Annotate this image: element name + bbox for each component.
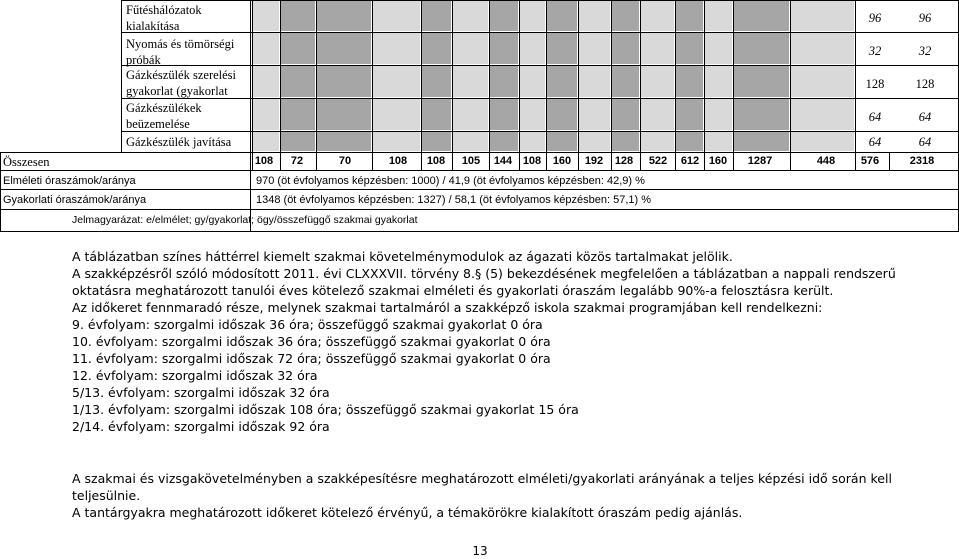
shaded-cell (489, 65, 519, 98)
shaded-cell (790, 98, 855, 131)
module-label-javitas: Gázkészülék javítása (126, 135, 232, 149)
shaded-cell (316, 0, 372, 32)
note-line: 5/13. évfolyam: szorgalmi időszak 32 óra (72, 385, 330, 400)
shaded-cell (519, 0, 546, 32)
table-border (578, 0, 579, 152)
shaded-cell (280, 131, 316, 152)
shaded-cell (611, 131, 640, 152)
shaded-cell (280, 32, 316, 65)
table-border (889, 152, 890, 170)
shaded-cell (546, 32, 578, 65)
closing-block (72, 470, 952, 521)
shaded-cell (733, 0, 790, 32)
theory-ratio-value: 970 (öt évfolyamos képzésben: 1000) / 41,9 (öt évfolyamos képzésben: 42,9) % (256, 175, 645, 187)
table-border (280, 152, 281, 170)
module-label-beuzemeles: Gázkészülékek beüzemelése (126, 101, 202, 131)
shaded-cell (640, 98, 675, 131)
table-border (790, 0, 791, 152)
table-border (0, 152, 959, 153)
table-border (121, 0, 959, 1)
shaded-cell (704, 0, 733, 32)
shaded-cell (452, 0, 489, 32)
note-line: 12. évfolyam: szorgalmi időszak 32 óra (72, 368, 318, 383)
notes-block (72, 248, 952, 435)
shaded-cell (519, 65, 546, 98)
total-value: 105 (461, 155, 481, 167)
shaded-cell (704, 131, 733, 152)
shaded-cell (733, 98, 790, 131)
module-total-1: 96 (868, 11, 882, 25)
shaded-cell (372, 131, 421, 152)
shaded-cell (280, 98, 316, 131)
shaded-cell (704, 32, 733, 65)
total-value: 160 (708, 155, 728, 167)
total-value: 108 (522, 155, 542, 167)
module-label-nyomas: Nyomás és tömörségi próbák (126, 37, 235, 67)
shaded-cell (578, 0, 611, 32)
shaded-cell (790, 32, 855, 65)
shaded-cell (611, 98, 640, 131)
note-line: 9. évfolyam: szorgalmi időszak 36 óra; összefüggő szakmai gyakorlat 0 óra (72, 317, 543, 332)
table-border (546, 0, 547, 152)
shaded-cell (611, 32, 640, 65)
total-value: 144 (493, 155, 513, 167)
module-total-1: 32 (868, 44, 882, 58)
table-border (421, 152, 422, 170)
shaded-cell (372, 98, 421, 131)
shaded-cell (316, 98, 372, 131)
shaded-cell (452, 98, 489, 131)
note-line: A táblázatban színes háttérrel kiemelt szakmai követelménymodulok az ágazati közös tartalmakat jelölik. (72, 249, 733, 264)
shaded-cell (421, 0, 452, 32)
table-border (316, 152, 317, 170)
table-border (733, 0, 734, 152)
shaded-cell (675, 0, 704, 32)
table-border (519, 0, 520, 152)
table-border (316, 0, 317, 152)
module-total-2: 64 (918, 110, 932, 124)
note-line: 2/14. évfolyam: szorgalmi időszak 92 óra (72, 419, 330, 434)
total-value: 448 (816, 155, 836, 167)
shaded-cell (372, 0, 421, 32)
table-border (252, 0, 253, 152)
shaded-cell (611, 65, 640, 98)
table-border (704, 0, 705, 152)
shaded-cell (489, 98, 519, 131)
table-border (489, 0, 490, 152)
total-value: 1287 (747, 155, 773, 167)
table-border (519, 152, 520, 170)
total-value: 192 (584, 155, 604, 167)
table-border (675, 152, 676, 170)
total-value: 522 (648, 155, 668, 167)
shaded-cell (519, 98, 546, 131)
table-border (855, 152, 856, 170)
table-border (452, 152, 453, 170)
total-value: 72 (290, 155, 304, 167)
shaded-cell (489, 0, 519, 32)
shaded-cell (611, 0, 640, 32)
shaded-cell (733, 131, 790, 152)
table-border (704, 152, 705, 170)
shaded-cell (546, 0, 578, 32)
total-value: 70 (338, 155, 352, 167)
note-line: 11. évfolyam: szorgalmi időszak 72 óra; összefüggő szakmai gyakorlat 0 óra (72, 351, 551, 366)
table-border (640, 152, 641, 170)
shaded-cell (372, 65, 421, 98)
table-border (733, 152, 734, 170)
practice-ratio-value: 1348 (öt évfolyamos képzésben: 1327) / 58,1 (öt évfolyamos képzésben: 57,1) % (256, 194, 652, 206)
shaded-cell (252, 65, 280, 98)
table-border (280, 0, 281, 152)
shaded-cell (519, 32, 546, 65)
shaded-cell (421, 32, 452, 65)
note-line: 10. évfolyam: szorgalmi időszak 36 óra; összefüggő szakmai gyakorlat 0 óra (72, 334, 551, 349)
table-border (0, 170, 959, 171)
table-border (0, 231, 959, 232)
shaded-cell (252, 131, 280, 152)
shaded-cell (452, 32, 489, 65)
shaded-cell (640, 65, 675, 98)
shaded-cell (452, 131, 489, 152)
total-value: 128 (614, 155, 634, 167)
note-line: 1/13. évfolyam: szorgalmi időszak 108 óra; összefüggő szakmai gyakorlat 15 óra (72, 402, 579, 417)
table-border (489, 152, 490, 170)
shaded-cell (675, 98, 704, 131)
total-value: 2318 (909, 155, 935, 167)
total-value: 576 (860, 155, 880, 167)
shaded-cell (546, 65, 578, 98)
total-value: 108 (388, 155, 408, 167)
closing-line: teljesülnie. (72, 488, 141, 503)
table-border (0, 189, 959, 190)
shaded-cell (790, 0, 855, 32)
table-border (855, 0, 856, 152)
shaded-cell (252, 98, 280, 131)
shaded-cell (489, 131, 519, 152)
shaded-cell (452, 65, 489, 98)
shaded-cell (675, 131, 704, 152)
practice-ratio-label: Gyakorlati óraszámok/aránya (3, 194, 147, 206)
shaded-cell (640, 32, 675, 65)
shaded-cell (280, 65, 316, 98)
table-border (611, 0, 612, 152)
table-border (578, 152, 579, 170)
table-border (372, 152, 373, 170)
module-total-2: 32 (918, 44, 932, 58)
module-label-gazkeszulek-szereles: Gázkészülék szerelési gyakorlat (gyakorlat (126, 68, 237, 98)
shaded-cell (640, 131, 675, 152)
table-border (0, 152, 1, 232)
note-line: oktatásra meghatározott tanulói éves kötelező szakmai elméleti és gyakorlati óraszám legalább 90%-a felosztásra került. (72, 283, 834, 298)
shaded-cell (421, 98, 452, 131)
shaded-cell (578, 32, 611, 65)
shaded-cell (790, 65, 855, 98)
module-label-futes: Fűtéshálózatok kialakítása (126, 3, 202, 33)
shaded-cell (280, 0, 316, 32)
shaded-cell (252, 32, 280, 65)
table-border (250, 0, 251, 232)
theory-ratio-label: Elméleti óraszámok/aránya (3, 175, 136, 187)
shaded-cell (316, 131, 372, 152)
table-border (640, 0, 641, 152)
total-value: 160 (552, 155, 572, 167)
module-total-2: 96 (918, 11, 932, 25)
table-border (611, 152, 612, 170)
curriculum-table (0, 0, 959, 232)
table-border (121, 0, 122, 152)
total-value: 612 (680, 155, 700, 167)
total-value: 108 (426, 155, 446, 167)
shaded-cell (578, 65, 611, 98)
shaded-cell (704, 65, 733, 98)
shaded-cell (421, 131, 452, 152)
shaded-cell (316, 32, 372, 65)
table-border (675, 0, 676, 152)
module-total-2: 128 (915, 77, 935, 91)
closing-line: A szakmai és vizsgakövetelményben a szakképesítésre meghatározott elméleti/gyakorlati arányának a teljes képzési idő során kell (72, 471, 892, 486)
module-total-1: 64 (868, 135, 882, 149)
total-value: 108 (254, 155, 274, 167)
module-total-1: 64 (868, 110, 882, 124)
table-border (0, 209, 959, 210)
closing-line: A tantárgyakra meghatározott időkeret kötelező érvényű, a témakörökre kialakított óraszám pedig ajánlás. (72, 505, 743, 520)
shaded-cell (704, 98, 733, 131)
shaded-cell (790, 131, 855, 152)
shaded-cell (578, 98, 611, 131)
total-row-label: Összesen (3, 155, 50, 169)
shaded-cell (546, 131, 578, 152)
shaded-cell (733, 65, 790, 98)
shaded-cell (252, 0, 280, 32)
shaded-cell (733, 32, 790, 65)
page-number: 13 (472, 544, 488, 558)
shaded-cell (675, 65, 704, 98)
table-border (452, 0, 453, 152)
shaded-cell (519, 131, 546, 152)
module-total-1: 128 (865, 77, 885, 91)
shaded-cell (675, 32, 704, 65)
table-border (421, 0, 422, 152)
table-border (790, 152, 791, 170)
shaded-cell (640, 0, 675, 32)
note-line: A szakképzésről szóló módosított 2011. évi CLXXXVII. törvény 8.§ (5) bekezdésének megfelelően a táblázatban a nappali rendszerű (72, 266, 896, 281)
note-line: Az időkeret fennmaradó része, melynek szakmai tartalmáról a szakképző iskola szakmai programjában kell rendelkezni: (72, 300, 823, 315)
shaded-cell (421, 65, 452, 98)
module-total-2: 64 (918, 135, 932, 149)
shaded-cell (546, 98, 578, 131)
table-border (252, 152, 253, 170)
shaded-cell (372, 32, 421, 65)
table-border (372, 0, 373, 152)
legend-text: Jelmagyarázat: e/elmélet; gy/gyakorlat; ögy/összefüggő szakmai gyakorlat (72, 214, 418, 226)
shaded-cell (489, 32, 519, 65)
shaded-cell (316, 65, 372, 98)
table-border (546, 152, 547, 170)
shaded-cell (578, 131, 611, 152)
